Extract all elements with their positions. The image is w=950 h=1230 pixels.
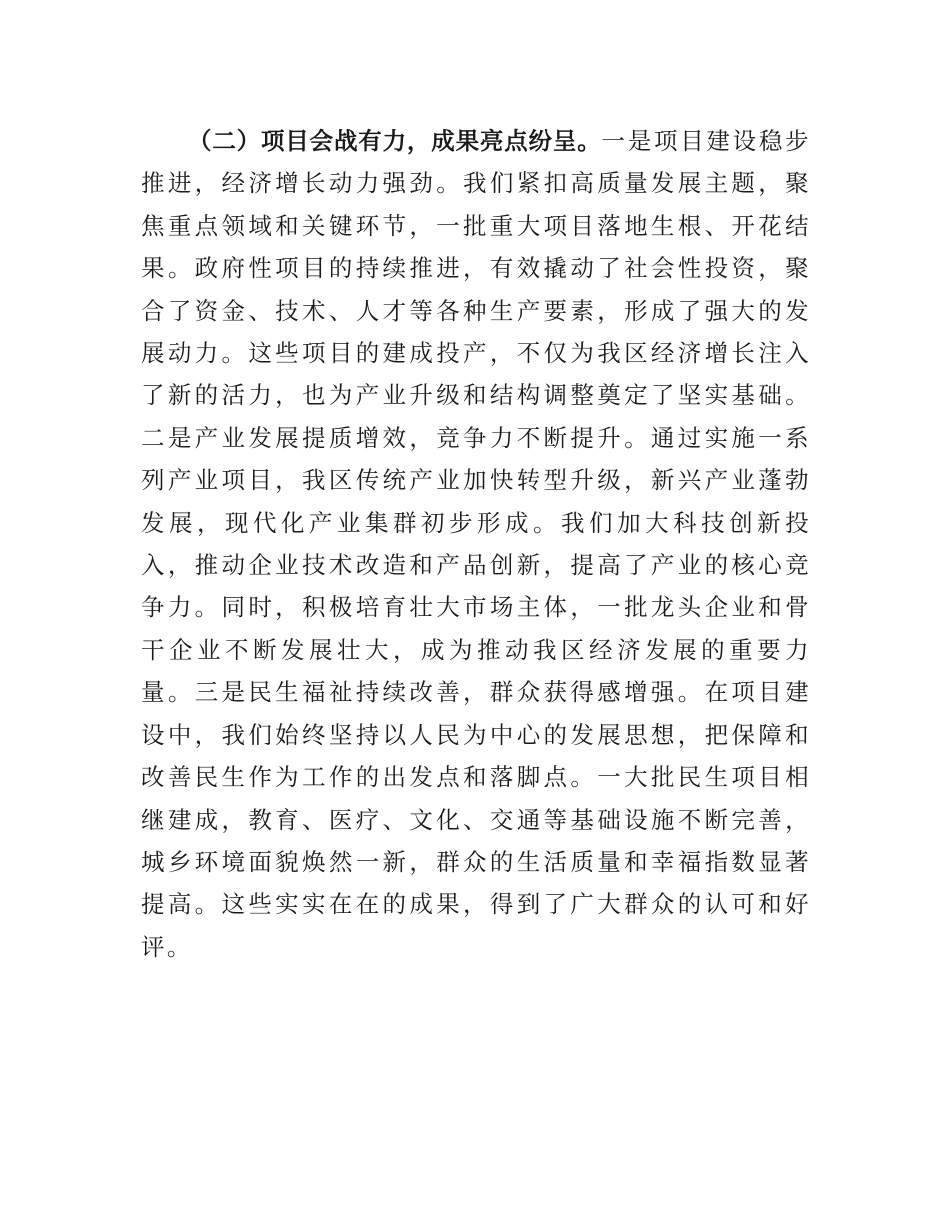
paragraph-text: 一是项目建设稳步推进，经济增长动力强劲。我们紧扣高质量发展主题，聚焦重点领域和关键环节，一批重大项目落地生根、开花结果。政府性项目的持续推进，有效撬动了社会性投资，聚合了资金、技术、人才等各种生产要素，形成了强大的发展动力。这些项目的建成投产，不仅为我区经济增长注入了新的活力，也为产业升级和结构调整奠定了坚实基础。二是产业发展提质增效，竞争力不断提升。通过实施一系列产业项目，我区传统产业加快转型升级，新兴产业蓬勃发展，现代化产业集群初步形成。我们加大科技创新投入，推动企业技术改造和产品创新，提高了产业的核心竞争力。同时，积极培育壮大市场主体，一批龙头企业和骨干企业不断发展壮大，成为推动我区经济发展的重要力量。三是民生福祉持续改善，群众获得感增强。在项目建设中，我们始终坚持以人民为中心的发展思想，把保障和改善民生作为工作的出发点和落脚点。一大批民生项目相继建成，教育、医疗、文化、交通等基础设施不断完善，城乡环境面貌焕然一新，群众的生活质量和幸福指数显著提高。这些实实在在的成果，得到了广大群众的认可和好评。: [141, 127, 812, 961]
section-heading: （二）项目会战有力，成果亮点纷呈。: [188, 127, 602, 155]
body-paragraph: [141, 120, 811, 968]
